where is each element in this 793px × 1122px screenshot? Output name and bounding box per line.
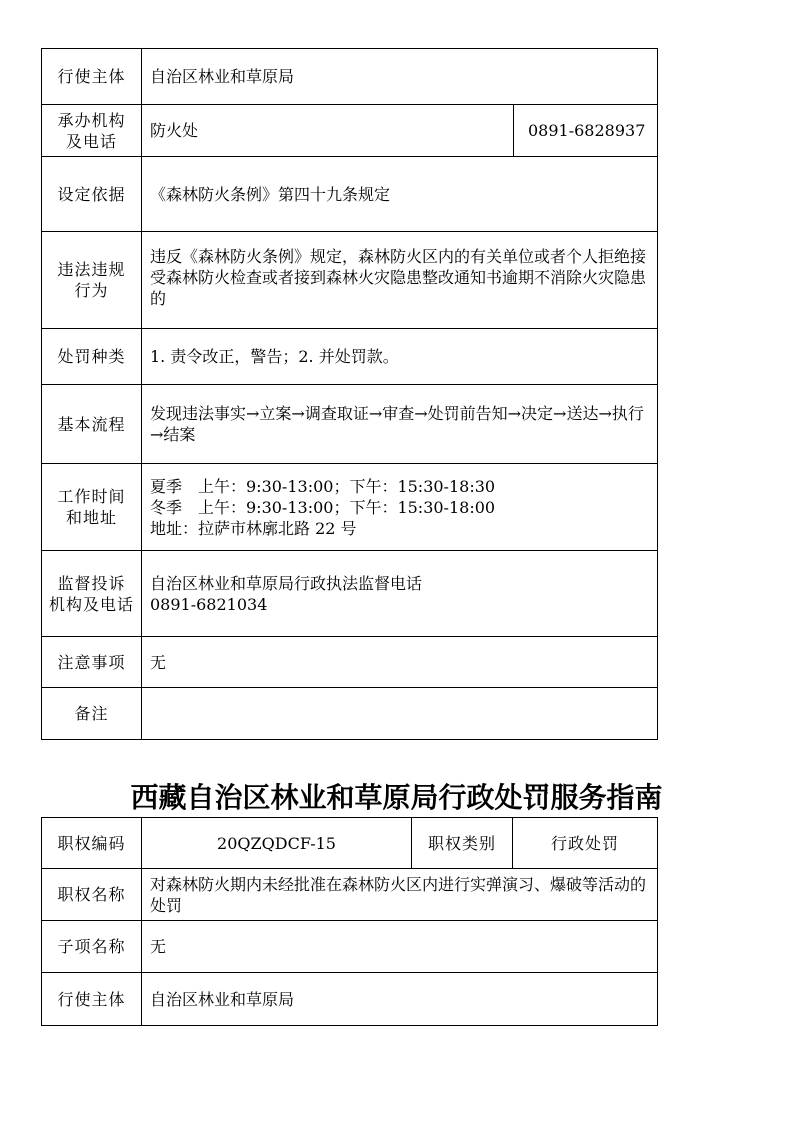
supervision-value bbox=[142, 551, 658, 637]
agency-phone: 0891-6828937 bbox=[514, 105, 658, 157]
row-process bbox=[42, 385, 658, 464]
row-executor-2 bbox=[42, 973, 658, 1026]
executor-value: 自治区林业和草原局 bbox=[142, 49, 658, 105]
guide-table-1 bbox=[41, 48, 658, 740]
agency-label bbox=[42, 105, 142, 157]
name-label: 职权名称 bbox=[42, 869, 142, 921]
row-supervision bbox=[42, 551, 658, 637]
executor-value-2: 自治区林业和草原局 bbox=[142, 973, 658, 1026]
notes-value: 无 bbox=[142, 637, 658, 688]
executor-label: 行使主体 bbox=[42, 49, 142, 105]
supervision-line-2: 0891-6821034 bbox=[150, 594, 268, 614]
code-label: 职权编码 bbox=[42, 818, 142, 869]
guide-table-2 bbox=[41, 817, 658, 1026]
row-executor bbox=[42, 49, 658, 105]
row-code bbox=[42, 818, 658, 869]
violation-label-line-2: 行为 bbox=[74, 281, 109, 300]
remarks-label: 备注 bbox=[42, 688, 142, 740]
row-basis bbox=[42, 157, 658, 232]
process-label: 基本流程 bbox=[42, 385, 142, 464]
row-violation bbox=[42, 232, 658, 329]
subitem-value: 无 bbox=[142, 921, 658, 973]
penalty-value: 1. 责令改正，警告；2. 并处罚款。 bbox=[142, 329, 658, 385]
name-value: 对森林防火期内未经批准在森林防火区内进行实弹演习、爆破等活动的处罚 bbox=[142, 869, 658, 921]
hours-label-line-2: 和地址 bbox=[65, 508, 117, 527]
violation-label-line-1: 违法违规 bbox=[57, 260, 126, 279]
row-name bbox=[42, 869, 658, 921]
row-notes bbox=[42, 637, 658, 688]
agency-label-line-1: 承办机构 bbox=[57, 110, 126, 130]
executor-label-2: 行使主体 bbox=[42, 973, 142, 1026]
row-hours bbox=[42, 464, 658, 551]
hours-line-address: 地址：拉萨市林廓北路 22 号 bbox=[150, 518, 357, 538]
agency-value: 防火处 bbox=[142, 105, 514, 157]
supervision-label bbox=[42, 551, 142, 637]
supervision-label-line-1: 监督投诉 bbox=[57, 573, 126, 593]
supervision-line-1: 自治区林业和草原局行政执法监督电话 bbox=[150, 573, 423, 593]
hours-value bbox=[142, 464, 658, 551]
agency-label-line-2: 及电话 bbox=[65, 131, 117, 151]
hours-line-winter: 冬季 上午：9:30-13:00；下午：15:30-18:00 bbox=[150, 497, 496, 517]
hours-label bbox=[42, 464, 142, 551]
row-agency bbox=[42, 105, 658, 157]
page-title: 西藏自治区林业和草原局行政处罚服务指南 bbox=[130, 781, 663, 814]
process-value: 发现违法事实→立案→调查取证→审查→处罚前告知→决定→送达→执行→结案 bbox=[142, 385, 658, 464]
subitem-label: 子项名称 bbox=[42, 921, 142, 973]
row-penalty bbox=[42, 329, 658, 385]
penalty-label: 处罚种类 bbox=[42, 329, 142, 385]
row-subitem bbox=[42, 921, 658, 973]
category-label: 职权类别 bbox=[412, 818, 513, 869]
code-value: 20QZQDCF-15 bbox=[142, 818, 412, 869]
hours-line-summer: 夏季 上午：9:30-13:00；下午：15:30-18:30 bbox=[150, 476, 496, 496]
violation-value: 违反《森林防火条例》规定，森林防火区内的有关单位或者个人拒绝接受森林防火检查或者接到森林火灾隐患整改通知书逾期不消除火灾隐患的 bbox=[142, 232, 658, 329]
supervision-label-line-2: 机构及电话 bbox=[48, 594, 134, 614]
row-remarks bbox=[42, 688, 658, 740]
basis-value: 《森林防火条例》第四十九条规定 bbox=[142, 157, 658, 232]
notes-label: 注意事项 bbox=[42, 637, 142, 688]
category-value: 行政处罚 bbox=[513, 818, 658, 869]
hours-label-line-1: 工作时间 bbox=[57, 487, 126, 506]
basis-label: 设定依据 bbox=[42, 157, 142, 232]
violation-label bbox=[42, 232, 142, 329]
remarks-value bbox=[142, 688, 658, 740]
